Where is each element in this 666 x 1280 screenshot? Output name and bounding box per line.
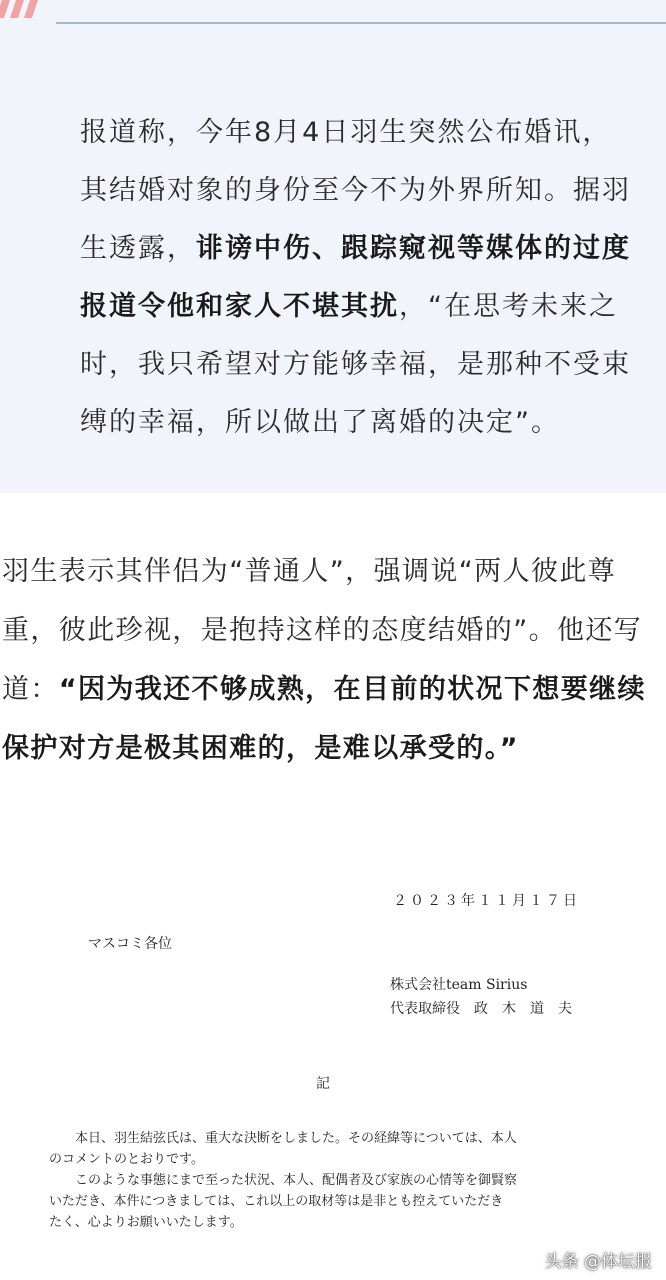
document-paragraph bbox=[49, 1128, 602, 1170]
article-line: 道： bbox=[2, 674, 59, 705]
document-line: 本日、羽生結弦氏は、重大な決断をしました。その経緯等については、本人 bbox=[75, 1131, 517, 1146]
document-line: たく、心よりお願いいたします。 bbox=[49, 1215, 243, 1230]
slash-decoration-icon bbox=[0, 0, 50, 26]
article-bold-text: “因为我还不够成熟，在目前的状况下想要继续 bbox=[58, 674, 646, 705]
article-line: 重，彼此珍视，是抱持这样的态度结婚的”。他还写 bbox=[2, 615, 643, 646]
quote-line: 报道称，今年8月4日羽生突然公布婚讯， bbox=[80, 117, 612, 148]
quote-line: 缚的幸福，所以做出了离婚的决定”。 bbox=[80, 407, 560, 438]
document-date: ２０２３年１１月１７日 bbox=[393, 893, 580, 909]
source-watermark: 头条 @体坛报 bbox=[544, 1252, 652, 1272]
document-line: いただき、本件につきましては、これ以上の取材等は是非とも控えていただき bbox=[49, 1194, 504, 1209]
document-paragraph bbox=[49, 1170, 602, 1233]
quote-paragraph bbox=[80, 104, 640, 452]
article-bold-text: 保护对方是极其困难的，是难以承受的。” bbox=[2, 733, 519, 764]
article-paragraph bbox=[2, 542, 662, 778]
quote-bold-text: 报道令他和家人不堪其扰 bbox=[80, 291, 399, 322]
document-addressee: マスコミ各位 bbox=[88, 936, 172, 952]
article-line: 羽生表示其伴侣为“普通人”，强调说“两人彼此尊 bbox=[2, 556, 617, 587]
divider-line bbox=[56, 22, 666, 24]
quote-line: 时，我只希望对方能够幸福，是那种不受束 bbox=[80, 349, 631, 380]
document-ki-heading: 記 bbox=[316, 1076, 330, 1092]
document-line: このような事態にまで至った状況、本人、配偶者及び家族の心情等を御賢察 bbox=[75, 1173, 518, 1188]
quote-line: 生透露， bbox=[80, 233, 196, 264]
press-release-document bbox=[0, 860, 666, 1280]
document-body bbox=[49, 1128, 602, 1233]
document-line: のコメントのとおりです。 bbox=[49, 1152, 204, 1167]
quote-line: 其结婚对象的身份至今不为外界所知。据羽 bbox=[80, 175, 631, 206]
quote-bold-text: 诽谤中伤、跟踪窥视等媒体的过度 bbox=[196, 233, 631, 264]
quote-line: ，“在思考未来之 bbox=[399, 291, 618, 322]
quote-panel bbox=[0, 0, 666, 493]
document-representative: 代表取締役 政 木 道 夫 bbox=[390, 1001, 572, 1017]
document-company: 株式会社team Sirius bbox=[390, 977, 528, 993]
